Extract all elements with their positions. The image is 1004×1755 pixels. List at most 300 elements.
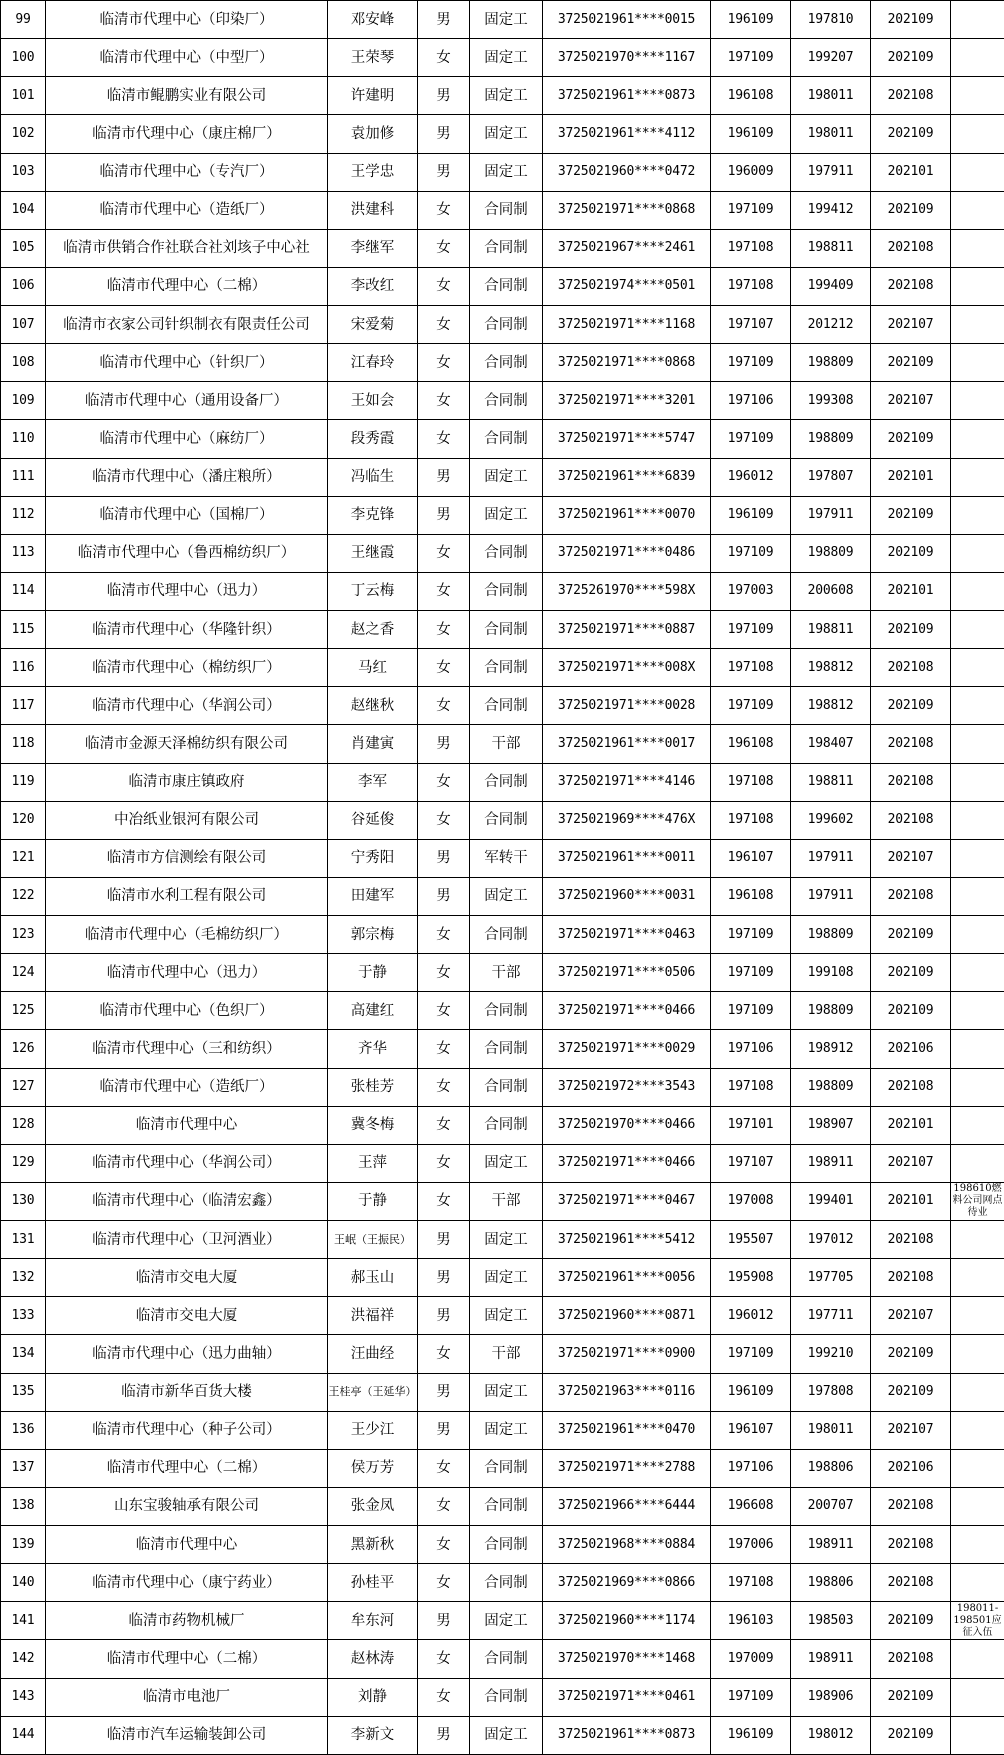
row-number-cell: 127 — [1, 1068, 46, 1106]
person-name-cell: 赵之香 — [328, 611, 418, 649]
birth-date-cell: 197108 — [711, 229, 791, 267]
employment-type-cell: 合同制 — [470, 1030, 543, 1068]
employment-type-cell: 固定工 — [470, 1144, 543, 1182]
employment-type-cell: 合同制 — [470, 382, 543, 420]
person-name-cell: 冯临生 — [328, 458, 418, 496]
table-row — [1, 1106, 1004, 1144]
gender-cell: 女 — [418, 39, 470, 77]
remark-cell — [951, 1526, 1004, 1564]
id-number-cell: 3725021971****0467 — [543, 1182, 711, 1220]
retire-date-cell: 202109 — [871, 191, 951, 229]
gender-cell: 男 — [418, 1602, 470, 1640]
retire-date-cell: 202108 — [871, 725, 951, 763]
birth-date-cell: 195908 — [711, 1259, 791, 1297]
row-number-cell: 123 — [1, 916, 46, 954]
gender-cell: 男 — [418, 153, 470, 191]
birth-date-cell: 197108 — [711, 801, 791, 839]
row-number-cell: 109 — [1, 382, 46, 420]
person-name-cell: 丁云梅 — [328, 572, 418, 610]
work-start-date-cell: 200707 — [791, 1487, 871, 1525]
employment-type-cell: 干部 — [470, 954, 543, 992]
row-number-cell: 117 — [1, 687, 46, 725]
gender-cell: 女 — [418, 649, 470, 687]
gender-cell: 男 — [418, 115, 470, 153]
employment-type-cell: 合同制 — [470, 191, 543, 229]
employment-type-cell: 合同制 — [470, 992, 543, 1030]
gender-cell: 女 — [418, 344, 470, 382]
id-number-cell: 3725021971****0900 — [543, 1335, 711, 1373]
gender-cell: 女 — [418, 191, 470, 229]
birth-date-cell: 196109 — [711, 115, 791, 153]
work-unit-cell: 临清市电池厂 — [46, 1678, 328, 1716]
table-row — [1, 1030, 1004, 1068]
row-number-cell: 112 — [1, 496, 46, 534]
birth-date-cell: 196109 — [711, 1373, 791, 1411]
table-row — [1, 1526, 1004, 1564]
birth-date-cell: 196108 — [711, 877, 791, 915]
birth-date-cell: 196608 — [711, 1487, 791, 1525]
employment-type-cell: 合同制 — [470, 1449, 543, 1487]
person-name-cell: 洪福祥 — [328, 1297, 418, 1335]
id-number-cell: 3725021971****0466 — [543, 1144, 711, 1182]
id-number-cell: 3725021961****0470 — [543, 1411, 711, 1449]
employment-type-cell: 合同制 — [470, 1564, 543, 1602]
gender-cell: 女 — [418, 763, 470, 801]
retire-date-cell: 202101 — [871, 458, 951, 496]
work-start-date-cell: 198806 — [791, 1564, 871, 1602]
table-row — [1, 1259, 1004, 1297]
work-unit-cell: 临清市代理中心（临清宏鑫） — [46, 1182, 328, 1220]
remark-cell — [951, 572, 1004, 610]
work-start-date-cell: 198811 — [791, 763, 871, 801]
remark-cell — [951, 1106, 1004, 1144]
id-number-cell: 3725021971****0029 — [543, 1030, 711, 1068]
retire-date-cell: 202101 — [871, 572, 951, 610]
row-number-cell: 113 — [1, 534, 46, 572]
gender-cell: 男 — [418, 458, 470, 496]
work-start-date-cell: 199401 — [791, 1182, 871, 1220]
birth-date-cell: 197109 — [711, 992, 791, 1030]
work-unit-cell: 临清市药物机械厂 — [46, 1602, 328, 1640]
row-number-cell: 137 — [1, 1449, 46, 1487]
gender-cell: 男 — [418, 1221, 470, 1259]
gender-cell: 男 — [418, 1, 470, 39]
person-name-cell: 王荣琴 — [328, 39, 418, 77]
work-unit-cell: 临清市代理中心（印染厂） — [46, 1, 328, 39]
employment-type-cell: 合同制 — [470, 1068, 543, 1106]
person-name-cell: 李克锋 — [328, 496, 418, 534]
table-row — [1, 458, 1004, 496]
retire-date-cell: 202108 — [871, 1487, 951, 1525]
work-unit-cell: 临清市代理中心（棉纺织厂） — [46, 649, 328, 687]
person-name-cell: 马红 — [328, 649, 418, 687]
work-start-date-cell: 198407 — [791, 725, 871, 763]
work-unit-cell: 临清市交电大厦 — [46, 1259, 328, 1297]
remark-cell — [951, 1068, 1004, 1106]
work-unit-cell: 临清市衣家公司针织制衣有限责任公司 — [46, 306, 328, 344]
work-start-date-cell: 198812 — [791, 687, 871, 725]
person-name-cell: 赵继秋 — [328, 687, 418, 725]
person-name-cell: 王桂亭（王延华） — [328, 1373, 418, 1411]
table-row — [1, 916, 1004, 954]
table-row — [1, 267, 1004, 305]
work-start-date-cell: 197911 — [791, 877, 871, 915]
work-start-date-cell: 199409 — [791, 267, 871, 305]
retire-date-cell: 202109 — [871, 611, 951, 649]
gender-cell: 女 — [418, 229, 470, 267]
gender-cell: 女 — [418, 420, 470, 458]
remark-cell — [951, 1411, 1004, 1449]
table-row — [1, 382, 1004, 420]
row-number-cell: 141 — [1, 1602, 46, 1640]
work-unit-cell: 临清市供销合作社联合社刘垓子中心社 — [46, 229, 328, 267]
table-row — [1, 534, 1004, 572]
employment-type-cell: 固定工 — [470, 115, 543, 153]
employment-type-cell: 合同制 — [470, 1487, 543, 1525]
work-unit-cell: 临清市方信测绘有限公司 — [46, 839, 328, 877]
person-name-cell: 王如会 — [328, 382, 418, 420]
id-number-cell: 3725021961****0017 — [543, 725, 711, 763]
work-unit-cell: 临清市代理中心（华润公司） — [46, 1144, 328, 1182]
retire-date-cell: 202109 — [871, 687, 951, 725]
row-number-cell: 118 — [1, 725, 46, 763]
gender-cell: 男 — [418, 725, 470, 763]
employment-type-cell: 合同制 — [470, 1678, 543, 1716]
retire-date-cell: 202107 — [871, 1144, 951, 1182]
id-number-cell: 3725021972****3543 — [543, 1068, 711, 1106]
work-start-date-cell: 197911 — [791, 496, 871, 534]
gender-cell: 女 — [418, 992, 470, 1030]
id-number-cell: 3725021966****6444 — [543, 1487, 711, 1525]
work-start-date-cell: 197911 — [791, 839, 871, 877]
employment-type-cell: 合同制 — [470, 611, 543, 649]
gender-cell: 男 — [418, 1411, 470, 1449]
work-start-date-cell: 197705 — [791, 1259, 871, 1297]
employment-type-cell: 固定工 — [470, 458, 543, 496]
id-number-cell: 3725021971****4146 — [543, 763, 711, 801]
birth-date-cell: 196012 — [711, 458, 791, 496]
gender-cell: 女 — [418, 1564, 470, 1602]
employment-type-cell: 合同制 — [470, 1106, 543, 1144]
remark-cell — [951, 1449, 1004, 1487]
id-number-cell: 3725021971****0868 — [543, 191, 711, 229]
birth-date-cell: 196109 — [711, 1716, 791, 1754]
employment-type-cell: 合同制 — [470, 420, 543, 458]
retire-date-cell: 202106 — [871, 1030, 951, 1068]
table-row — [1, 687, 1004, 725]
work-unit-cell: 临清市代理中心（麻纺厂） — [46, 420, 328, 458]
birth-date-cell: 197108 — [711, 763, 791, 801]
id-number-cell: 3725021961****4112 — [543, 115, 711, 153]
work-unit-cell: 临清市金源天泽棉纺织有限公司 — [46, 725, 328, 763]
retire-date-cell: 202101 — [871, 1182, 951, 1220]
row-number-cell: 111 — [1, 458, 46, 496]
retire-date-cell: 202109 — [871, 115, 951, 153]
remark-cell — [951, 611, 1004, 649]
retire-date-cell: 202107 — [871, 839, 951, 877]
work-unit-cell: 中冶纸业银河有限公司 — [46, 801, 328, 839]
retire-date-cell: 202109 — [871, 1, 951, 39]
row-number-cell: 100 — [1, 39, 46, 77]
employment-type-cell: 固定工 — [470, 1411, 543, 1449]
row-number-cell: 136 — [1, 1411, 46, 1449]
table-row — [1, 1449, 1004, 1487]
work-unit-cell: 临清市代理中心（二棉） — [46, 267, 328, 305]
id-number-cell: 3725021974****0501 — [543, 267, 711, 305]
id-number-cell: 3725021971****0887 — [543, 611, 711, 649]
gender-cell: 女 — [418, 1449, 470, 1487]
row-number-cell: 126 — [1, 1030, 46, 1068]
id-number-cell: 3725021961****0873 — [543, 77, 711, 115]
person-name-cell: 牟东河 — [328, 1602, 418, 1640]
table-row — [1, 39, 1004, 77]
remark-cell — [951, 763, 1004, 801]
work-start-date-cell: 198011 — [791, 1411, 871, 1449]
employment-type-cell: 固定工 — [470, 77, 543, 115]
remark-cell: 198011-198501应征入伍 — [951, 1602, 1004, 1640]
birth-date-cell: 197009 — [711, 1640, 791, 1678]
birth-date-cell: 196108 — [711, 725, 791, 763]
row-number-cell: 119 — [1, 763, 46, 801]
retire-date-cell: 202108 — [871, 649, 951, 687]
birth-date-cell: 197108 — [711, 649, 791, 687]
birth-date-cell: 197008 — [711, 1182, 791, 1220]
gender-cell: 女 — [418, 1030, 470, 1068]
work-start-date-cell: 200608 — [791, 572, 871, 610]
person-name-cell: 李军 — [328, 763, 418, 801]
person-name-cell: 张金凤 — [328, 1487, 418, 1525]
row-number-cell: 116 — [1, 649, 46, 687]
row-number-cell: 124 — [1, 954, 46, 992]
employment-type-cell: 合同制 — [470, 572, 543, 610]
retire-date-cell: 202107 — [871, 306, 951, 344]
work-unit-cell: 临清市代理中心（三和纺织） — [46, 1030, 328, 1068]
person-name-cell: 宋爱菊 — [328, 306, 418, 344]
work-start-date-cell: 198911 — [791, 1640, 871, 1678]
retire-date-cell: 202108 — [871, 267, 951, 305]
work-start-date-cell: 197711 — [791, 1297, 871, 1335]
id-number-cell: 3725021971****0506 — [543, 954, 711, 992]
id-number-cell: 3725021971****0486 — [543, 534, 711, 572]
retire-date-cell: 202109 — [871, 916, 951, 954]
work-unit-cell: 临清市代理中心（鲁西棉纺织厂） — [46, 534, 328, 572]
remark-cell — [951, 344, 1004, 382]
employment-type-cell: 固定工 — [470, 1, 543, 39]
retire-date-cell: 202107 — [871, 382, 951, 420]
id-number-cell: 3725021968****0884 — [543, 1526, 711, 1564]
gender-cell: 男 — [418, 496, 470, 534]
row-number-cell: 143 — [1, 1678, 46, 1716]
employment-type-cell: 合同制 — [470, 763, 543, 801]
remark-cell — [951, 725, 1004, 763]
remark-cell — [951, 992, 1004, 1030]
gender-cell: 男 — [418, 1373, 470, 1411]
employment-type-cell: 干部 — [470, 1182, 543, 1220]
row-number-cell: 108 — [1, 344, 46, 382]
person-name-cell: 侯万芳 — [328, 1449, 418, 1487]
work-start-date-cell: 201212 — [791, 306, 871, 344]
row-number-cell: 139 — [1, 1526, 46, 1564]
work-start-date-cell: 199210 — [791, 1335, 871, 1373]
work-unit-cell: 临清市康庄镇政府 — [46, 763, 328, 801]
id-number-cell: 3725021960****0472 — [543, 153, 711, 191]
id-number-cell: 3725021970****1468 — [543, 1640, 711, 1678]
id-number-cell: 3725021961****0056 — [543, 1259, 711, 1297]
work-unit-cell: 临清市代理中心（国棉厂） — [46, 496, 328, 534]
birth-date-cell: 196012 — [711, 1297, 791, 1335]
birth-date-cell: 197109 — [711, 1335, 791, 1373]
employment-type-cell: 干部 — [470, 725, 543, 763]
employment-type-cell: 合同制 — [470, 534, 543, 572]
id-number-cell: 3725021971****0461 — [543, 1678, 711, 1716]
retire-date-cell: 202109 — [871, 39, 951, 77]
retire-date-cell: 202108 — [871, 801, 951, 839]
work-unit-cell: 临清市代理中心（色织厂） — [46, 992, 328, 1030]
employment-type-cell: 固定工 — [470, 1716, 543, 1754]
remark-cell — [951, 1221, 1004, 1259]
retire-date-cell: 202109 — [871, 1678, 951, 1716]
person-name-cell: 郭宗梅 — [328, 916, 418, 954]
remark-cell — [951, 191, 1004, 229]
retire-date-cell: 202108 — [871, 877, 951, 915]
employment-type-cell: 干部 — [470, 1335, 543, 1373]
work-unit-cell: 临清市代理中心（康宁药业） — [46, 1564, 328, 1602]
person-name-cell: 高建红 — [328, 992, 418, 1030]
gender-cell: 男 — [418, 1259, 470, 1297]
employment-type-cell: 固定工 — [470, 1297, 543, 1335]
row-number-cell: 102 — [1, 115, 46, 153]
row-number-cell: 134 — [1, 1335, 46, 1373]
work-unit-cell: 临清市代理中心（造纸厂） — [46, 1068, 328, 1106]
person-name-cell: 于静 — [328, 1182, 418, 1220]
table-row — [1, 344, 1004, 382]
table-row — [1, 153, 1004, 191]
table-row — [1, 954, 1004, 992]
id-number-cell: 3725021960****1174 — [543, 1602, 711, 1640]
table-row — [1, 877, 1004, 915]
table-row — [1, 1716, 1004, 1754]
id-number-cell: 3725021971****3201 — [543, 382, 711, 420]
remark-cell — [951, 1297, 1004, 1335]
remark-cell — [951, 801, 1004, 839]
gender-cell: 男 — [418, 77, 470, 115]
employment-type-cell: 固定工 — [470, 153, 543, 191]
person-name-cell: 李改红 — [328, 267, 418, 305]
retire-date-cell: 202108 — [871, 1259, 951, 1297]
remark-cell — [951, 306, 1004, 344]
person-name-cell: 袁加修 — [328, 115, 418, 153]
id-number-cell: 3725021971****2788 — [543, 1449, 711, 1487]
table-row — [1, 1297, 1004, 1335]
row-number-cell: 121 — [1, 839, 46, 877]
person-name-cell: 田建军 — [328, 877, 418, 915]
table-row — [1, 801, 1004, 839]
birth-date-cell: 197109 — [711, 1678, 791, 1716]
table-row — [1, 1373, 1004, 1411]
row-number-cell: 132 — [1, 1259, 46, 1297]
work-unit-cell: 临清市汽车运输装卸公司 — [46, 1716, 328, 1754]
work-start-date-cell: 199108 — [791, 954, 871, 992]
work-start-date-cell: 198907 — [791, 1106, 871, 1144]
employment-type-cell: 固定工 — [470, 39, 543, 77]
birth-date-cell: 195507 — [711, 1221, 791, 1259]
table-row — [1, 1640, 1004, 1678]
person-name-cell: 刘静 — [328, 1678, 418, 1716]
person-name-cell: 宁秀阳 — [328, 839, 418, 877]
retire-date-cell: 202109 — [871, 992, 951, 1030]
row-number-cell: 107 — [1, 306, 46, 344]
id-number-cell: 3725021970****1167 — [543, 39, 711, 77]
retire-date-cell: 202109 — [871, 1335, 951, 1373]
birth-date-cell: 197006 — [711, 1526, 791, 1564]
work-start-date-cell: 198811 — [791, 229, 871, 267]
work-start-date-cell: 197808 — [791, 1373, 871, 1411]
remark-cell — [951, 229, 1004, 267]
retire-date-cell: 202107 — [871, 1297, 951, 1335]
work-unit-cell: 临清市代理中心（通用设备厂） — [46, 382, 328, 420]
row-number-cell: 144 — [1, 1716, 46, 1754]
birth-date-cell: 197003 — [711, 572, 791, 610]
work-unit-cell: 临清市鲲鹏实业有限公司 — [46, 77, 328, 115]
employment-type-cell: 固定工 — [470, 1373, 543, 1411]
remark-cell — [951, 496, 1004, 534]
person-name-cell: 于静 — [328, 954, 418, 992]
work-unit-cell: 临清市代理中心（种子公司） — [46, 1411, 328, 1449]
person-name-cell: 王少江 — [328, 1411, 418, 1449]
table-row — [1, 1144, 1004, 1182]
work-start-date-cell: 198809 — [791, 916, 871, 954]
employment-type-cell: 固定工 — [470, 496, 543, 534]
person-name-cell: 李新文 — [328, 1716, 418, 1754]
birth-date-cell: 196107 — [711, 839, 791, 877]
id-number-cell: 3725021961****0070 — [543, 496, 711, 534]
birth-date-cell: 197106 — [711, 382, 791, 420]
work-unit-cell: 临清市代理中心（迅力） — [46, 954, 328, 992]
gender-cell: 女 — [418, 954, 470, 992]
row-number-cell: 110 — [1, 420, 46, 458]
person-name-cell: 江春玲 — [328, 344, 418, 382]
birth-date-cell: 196109 — [711, 496, 791, 534]
person-name-cell: 王继霞 — [328, 534, 418, 572]
remark-cell — [951, 877, 1004, 915]
row-number-cell: 135 — [1, 1373, 46, 1411]
gender-cell: 女 — [418, 534, 470, 572]
table-row — [1, 992, 1004, 1030]
work-start-date-cell: 198809 — [791, 344, 871, 382]
row-number-cell: 101 — [1, 77, 46, 115]
gender-cell: 女 — [418, 267, 470, 305]
id-number-cell: 3725021960****0031 — [543, 877, 711, 915]
row-number-cell: 103 — [1, 153, 46, 191]
remark-cell — [951, 534, 1004, 572]
employment-type-cell: 合同制 — [470, 229, 543, 267]
row-number-cell: 99 — [1, 1, 46, 39]
retire-date-cell: 202101 — [871, 1106, 951, 1144]
remark-cell — [951, 39, 1004, 77]
birth-date-cell: 196108 — [711, 77, 791, 115]
birth-date-cell: 196103 — [711, 1602, 791, 1640]
person-name-cell: 冀冬梅 — [328, 1106, 418, 1144]
id-number-cell: 3725021971****5747 — [543, 420, 711, 458]
row-number-cell: 114 — [1, 572, 46, 610]
remark-cell — [951, 1678, 1004, 1716]
row-number-cell: 105 — [1, 229, 46, 267]
gender-cell: 女 — [418, 1182, 470, 1220]
id-number-cell: 3725261970****598X — [543, 572, 711, 610]
row-number-cell: 138 — [1, 1487, 46, 1525]
work-unit-cell: 临清市代理中心（专汽厂） — [46, 153, 328, 191]
gender-cell: 女 — [418, 1678, 470, 1716]
